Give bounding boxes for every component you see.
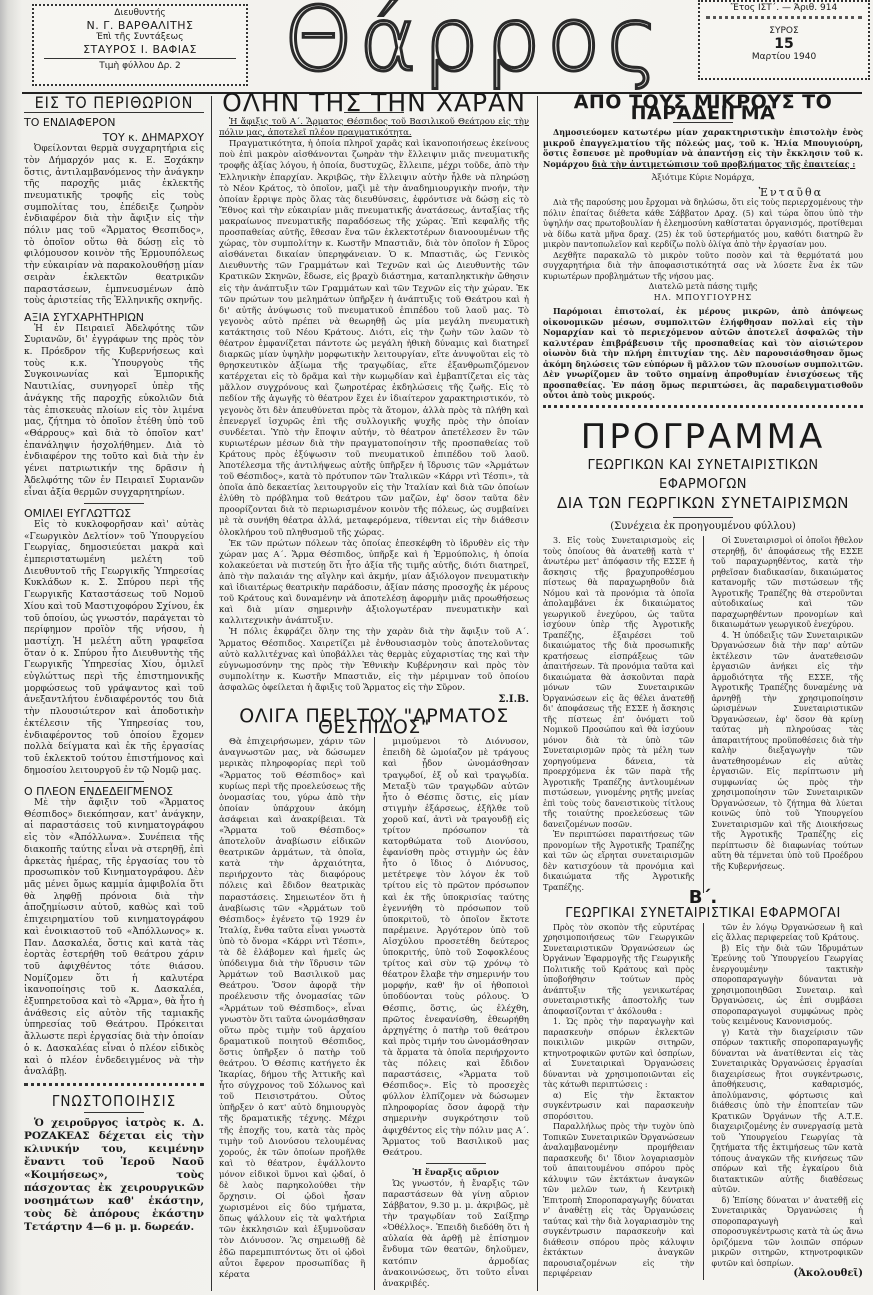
section-title: ΕΙΣ ΤΟ ΠΕΡΙΘΩΡΙΟΝ	[24, 97, 204, 113]
article-paragraph: Ἡ πόλις ἐκφράζει ὅλην της τὴν χαρὰν διὰ τὴν ἄφιξιν τοῦ Α΄. Ἅρματος Θέσπιδος. Χαιρετίζει μὲ ἐνθουσιασμὸν τοὺς ἀποτελοῦντας αὐτὸ καλλιτέχνας καὶ ὑποβάλλει τὰς θερμὰς εὐχαριστίας της καὶ τὴν εὐγνωμοσύνην της πρὸς τὴν Ἐθνικὴν Κυβέρνησιν καὶ πρὸς τὸν συμπολίτην κ. Κωστῆν Μπαστιᾶν, εἰς τὴν μέριμναν τοῦ ὁποίου ἀσφαλῶς ὀφείλεται ἡ ἄφιξις τοῦ Ἅρματος εἰς τὴν Σῦρον.	[219, 627, 529, 693]
column-main-article	[219, 88, 529, 1290]
program-paragraph: Ἐν περιπτώσει παραιτήσεως τῶν προνομίων τῆς Ἀγροτικῆς Τραπέζης καὶ τῶν ὡς εἴρηται συνεταιρισμῶν δὲν κατισχύουν τὰ προνόμια καὶ δικαιώματα τῆς Ἀγροτικῆς Τραπέζης.	[543, 830, 695, 892]
to-be-continued: (Ἀκολουθεῖ)	[793, 1268, 863, 1279]
column-divider	[703, 536, 704, 893]
subarticle-right: μιμούμενοι τὸ Διόνυσον, ἐπειδὴ δὲ ὡμοίαζον μὲ τράγους καὶ ᾖδον ὠνομάσθησαν τραγῳδοί, ἐξ οὗ καὶ τραγῳδία. Μεταξὺ τῶν τραγῳδῶν αὐτῶν ἦτο ὁ Θέσπις ὅστις, εἰς μίαν στιγμὴν ἐξάρσεως, ἐξῆλθε τοῦ χοροῦ καί, ἀντὶ νὰ τραγουδῇ εἰς τρίτον πρόσωπον τὰ κατορθώματα τοῦ Διονύσου, ἐφανίσθη πρὸς στιγμὴν ὡς ἐὰν ἦτο ὁ ἴδιος ὁ Διόνυσος, μετέτρεψε τὸν λόγον ἐκ τοῦ τρίτου εἰς τὸ πρῶτον πρόσωπον καὶ ἐκ τῆς ὑποκρισίας ταύτης ἐγεννήθη τὸ πρόσωπον τοῦ ὑποκριτοῦ, τὸ ὁποῖον ἔκτοτε παρέμεινε. Ἀργότερον ὑπὸ τοῦ Αἰσχύλου προσετέθη δεύτερος ὑποκριτής, ὑπὸ τοῦ Σοφοκλέους τρίτος καὶ σὺν τῷ χρόνῳ τὸ θέατρον ἔλαβε τὴν σημερινήν του μορφήν, καθ' ἣν οἱ ἠθοποιοὶ ὑποδύονται τοὺς ρόλους. Ὁ Θέσπις, ὅστις, ὡς ἐλέχθη, πρῶτος ἐνεφανίσθη, ἐθεωρήθη ἀρχηγέτης ὁ πατὴρ τοῦ θεάτρου καὶ πρὸς τιμήν του ὠνομάσθησαν τὰ ἅρματα τὰ ὁποῖα περιήρχοντο τὰς πόλεις καὶ ἔδιδον παραστάσεις, «Ἅρματα τοῦ Θέσπιδος». Εἰς τὸ προσεχὲς φύλλον ἐλπίζομεν νὰ δώσωμεν πληροφορίας ὅσον ἀφορᾷ τὴν σημερινὴν συγκρότησιν τοῦ ἀφιχθέντος εἰς τὴν πόλιν μας Α΄. Ἅρματος τοῦ Βασιλικοῦ μας Θεάτρου.	[382, 737, 529, 1158]
article-body: Εἰς τὸ κυκλοφορῆσαν καὶ' αὐτὰς «Γεωργικὸν Δελτίον» τοῦ Ὑπουργείου Γεωργίας, δημοσιεύεται μακρὰ καὶ ἐμπεριστατωμένη μελέτη τοῦ Διευθυντοῦ τῆς Γεωργικῆς Ὑπηρεσίας Κυκλάδων κ. Σ. Σπύρου περὶ τῆς Γεωργικῆς Καταστάσεως τοῦ Νομοῦ Χίου καὶ τοῦ Μαστιχοφόρου Σχίνου, ἐκ τοῦ ὁποίου, ὡς γνωστόν, παράγεται τὸ περίφημον προϊὸν τῆς νήσου, ἡ μαστίχη. Ἡ μελέτη αὕτη γραφεῖσα ὅταν ὁ κ. Σπύρου ἦτο Διευθυντὴς τῆς Γεωργικῆς Ὑπηρεσίας Χίου, ὁμιλεῖ εὐγλώττως περὶ τῆς ἐπιστημονικῆς μορφώσεως τοῦ γράψαντος καὶ τοῦ ἀνεξαντλήτου ἐνδιαφέροντός του διὰ τὴν πλουσιώτερον καὶ ἀποδοτικὴν ἐκτέλεσιν τῆς Ὑπηρεσίας του, ἐνδιαφέροντος τοῦ ὁποίου ἔχομεν πολλὰ δείγματα καὶ ἐκ τῆς ἐργασίας τοῦ ἐκλεκτοῦ τούτου ἐπιστήμονος καὶ δημοσίου λειτουργοῦ ἐν τῷ Νομῷ μας.	[24, 519, 204, 776]
section-letter: Β΄.	[688, 887, 718, 908]
place: ΣΥΡΟΣ	[769, 26, 799, 36]
section-b-title: ΓΕΩΡΓΙΚΑΙ ΣΥΝΕΤΑΙΡΙΣΤΙΚΑΙ ΕΦΑΡΜΟΓΑΙ	[565, 905, 841, 921]
article-title: ΤΟ ΕΝΔΙΑΦΕΡΟΝ	[24, 115, 116, 129]
author-signature: Σ.Ι.Β.	[498, 693, 529, 705]
column-margin-notes	[24, 93, 204, 1234]
article-paragraph: Πραγματικότητα, ἡ ὁποία πληροῖ χαρᾶς καὶ ἱκανοποιήσεως ἐκείνους ποὺ ἐπὶ μακρὸν αἰσθάνονται ζωηρὰν τὴν ἔλλειψιν μιᾶς πνευματικῆς τροφῆς ἀξίας λόγου, ἡ ὁποία, δυστυχῶς, ἔλλειπε, μέχρι τοῦδε, ἀπὸ τὴν Ἑλληνικὴν ἐπαρχίαν. Ἀκριβῶς, τὴν ἔλλειψιν αὐτὴν ἦλθε νὰ πληρώσῃ τὸ Νέον Κράτος, τὸ ὁποῖον, μαζὶ μὲ τὴν ἀναδημιουργικὴν πνοήν, τὴν ὁποίαν ἔρριψε πρὸς ὅλας τὰς διευθύνσεις, ἐφρόντισε νὰ δώσῃ εἰς τὸ Ἔθνος καὶ τὴν εὐκαιρίαν μιᾶς πνευματικῆς ἀνατάσεως, ἀνταξίας τῆς μακραίωνος πνευματικῆς παραδόσεως τῆς χώρας. Ἐπὶ κεφαλῆς τῆς προσπαθείας αὐτῆς, ἔθεσαν ἕνα τῶν ἐκλεκτοτέρων διανοουμένων τῆς χώρας, τὸν συμπολίτην κ. Κωστῆν Μπαστιᾶν, διὰ τὸν ὁποῖον ἡ Σῦρος αἰσθάνεται δικαίαν ὑπερηφάνειαν. Ὁ κ. Μπαστιᾶς, ὡς Γενικὸς Διευθυντὴς τῶν Γραμμάτων καὶ Τεχνῶν καὶ ὡς Διευθυντὴς τῶν Κρατικῶν Σκηνῶν, ἔδωσε, εἰς βραχὺ διάστημα, καταπληκτικὴν ὤθησιν εἰς τὴν ἀνάπτυξιν τῶν Γραμμάτων καὶ τῶν Τεχνῶν εἰς τὴν χώραν. Ἐκ τῶν πρώτων του μελημάτων ὑπῆρξεν ἡ ἀνάπτυξις τοῦ Θεάτρου καὶ ἡ δι' αὐτῆς ἀνύψωσις τοῦ πνευματικοῦ ἐπιπέδου τοῦ λαοῦ μας. Τὸ γεγονὸς αὐτὸ πρέπει νὰ θεωρηθῇ ὡς μία μεγάλη πνευματικὴ κατάκτησις τοῦ Νέου Κράτους. Διότι, εἰς τὴν ζωὴν τῶν λαῶν τὸ θέατρον ἐμφανίζεται πάντοτε ὡς μεγάλη ἠθικὴ δύναμις καὶ διατηρεῖ διαρκῶς μίαν ὑψηλὴν μορφωτικὴν λειτουργίαν, εἴτε ἀνυψοῦται εἰς τὸ θρησκευτικὸν ἀξίωμα τῆς τραγῳδίας, εἴτε ἐξανθρωπιζόμενον κατέρχεται εἰς τὸ δρᾶμα καὶ τὴν κωμῳδίαν καὶ ἐμβαπτίζεται εἰς τὰς μᾶλλον συγχρόνους καὶ ζωηροτέρας ἐκδηλώσεις τῆς ζωῆς. Εἰς τὸ πεδίον τῆς ἀγωγῆς τὸ θέατρον ἔχει ἐν ἰδιαίτερον χαρακτηριστικόν, τὸ γεγονὸς ὅτι δὲν ἀπευθύνεται πρὸς τὰ ἄτομον, ἀλλὰ πρὸς τὰ πλήθη καὶ ἐπενεργεῖ ἰσχυρῶς ἐπὶ τῆς συλλογικῆς ψυχῆς πρὸς τὴν ὁποίαν συνδέεται. Ὑπὸ τὴν ἔποψιν αὐτήν, τὸ θέατρον ἀπετέλεσεν ἓν τῶν κυριωτέρων μέσων διὰ τὴν πραγματοποίησιν τῆς προσπαθείας τοῦ Κράτους πρὸς ἐξύψωσιν τοῦ πνευματικοῦ ἐπιπέδου τοῦ λαοῦ. Ἀποτέλεσμα τῆς ἀντιλήψεως αὐτῆς ὑπῆρξεν ἡ ἵδρυσις τῶν «Ἁρμάτων τοῦ Θέσπιδος», κατὰ τὸ πρότυπον τῶν Ἰταλικῶν «Κάρρι ντὶ Τέσπι», τὰ ὁποῖα ἀπὸ δεκαετίας λειτουργοῦν εἰς τὴν Ἰταλίαν καὶ διὰ τῶν ὁποίων ἐλύθη τὸ πρόβλημα τοῦ θεάτρου τῶν μαζῶν, ἐφ' ὅσον ταῦτα δὲν προορίζονται διὰ τὸ περιωρισμένον κοινὸν τῆς πόλεως, ὡς συμβαίνει μὲ τὰ συνήθη θέατρα ἀλλά, μεταφερόμενα, τίθενται εἰς τὴν διάθεσιν ὁλοκλήρου τοῦ πληθυσμοῦ τῆς χώρας.	[219, 139, 529, 538]
program-paragraph: Οἱ Συνεταιρισμοὶ οἱ ὁποῖοι ἤθελον στερηθῇ, δι' ἀποφάσεως τῆς ΕΣΣΕ τοῦ παραχωρηθέντος, κατὰ τὴν ρηθεῖσαν διαδικασίαν, δικαιώματος κατανομῆς τῶν πιστώσεων τῆς Ἀγροτικῆς Τραπέζης θὰ στεροῦνται αὐτοδικαίως καὶ τῶν παραχωρηθέντων προνομίων καὶ δικαιωμάτων γεωργικοῦ ἐνεχύρου.	[711, 536, 863, 629]
subarticle-headline: ΟΛΙΓΑ ΠΕΡΙ ΤΟΥ "ΑΡΜΑΤΟΣ ΘΕΣΠΙΔΟΣ"	[239, 705, 509, 739]
letter-signer: ΗΛ. ΜΠΟΥΓΙΟΥΡΗΣ	[653, 292, 753, 302]
director-label: Διευθυντής	[114, 8, 166, 18]
issue-month-year: Μαρτίου 1940	[751, 52, 817, 62]
column-divider	[537, 96, 538, 1291]
article-title: ΤΟΥ κ. ΔΗΜΑΡΧΟΥ	[102, 131, 204, 145]
program-paragraph: β) Εἰς τὴν διὰ τῶν Ἱδρυμάτων Ἐρεύνης τοῦ Ὑπουργείου Γεωργίας ἐνεργουμένην τακτικὴν σποροπαραγωγὴν δύνανται νὰ χρησιμοποιηθῶσι Συνεταιρ. καὶ Ὀργανώσεις, ὡς ἐπὶ συμβάσει σποροπαραγωγοὶ συμφώνως πρὸς τοὺς κειμένους Κανονισμούς.	[711, 943, 863, 1026]
article-lead: Ἡ ἄφιξις τοῦ Α΄. Ἅρματος Θέσπιδος τοῦ Βασιλικοῦ Θεάτρου εἰς τὴν πόλιν μας, ἀποτελεῖ πλέον πραγματικότητα.	[219, 117, 529, 139]
column-right	[543, 91, 863, 1280]
program-paragraph: 4. Ἡ ὑπόδειξις τῶν Συνεταιρικῶν Ὀργανώσεων διὰ τὴν παρ' αὐτῶν ἐκτέλεσιν τῶν ἀνατεθεισῶν ἐργασιῶν ἀνήκει εἰς τὴν ἁρμοδιότητα τῆς ΕΣΣΕ, τῆς Ἀγροτικῆς Τραπέζης δυναμένης νὰ ἀρνηθῇ τὴν χρησιμοποίησιν ὡρισμένων Συνεταιριστικῶν Ὀργανώσεων, ἐφ' ὅσον θὰ κρίνῃ ταύτας μὴ πληρούσας τὰς ἀπαραιτήτους προϋποθέσεις διὰ τὴν καλὴν διεξαγωγὴν τῶν ἀνατεθησομένων εἰς αὐτὰς ἐργασιῶν. Εἰς περίπτωσιν μὴ συμφωνίας ὡς πρὸς τὴν χρησιμοποίησιν τῶν Συνεταιρικῶν Ὀργανώσεων, τὸ ζήτημα θὰ λύεται κοινῶς ὑπὸ τοῦ Ὑπουργείου Συνεταιρισμῶν καὶ τῆς Διοικήσεως τῆς Ἀγροτικῆς Τραπέζης εἰς περίπτωσιν δὲ διαφωνίας τούτων αὕτη θὰ τέμνεται ὑπὸ τοῦ Προέδρου τῆς Κυβερνήσεως.	[711, 630, 863, 871]
editorial-box	[32, 4, 248, 86]
program-paragraph: δ) Ἐπίσης δύναται ν' ἀνατεθῇ εἰς Συνεταιρικὰς Ὀργανώσεις ἡ σποροπαραγωγὴ καὶ σποροσυγκέντρωσις κατὰ τὰ ὡς ἄνω ὁριζόμενα τῶν λοιπῶν σπόρων μικρῶν σιτηρῶν, κτηνοτροφικῶν φυτῶν καὶ ὀσπρίων.	[711, 1195, 863, 1268]
program-paragraph: Παραλλήλως πρὸς τὴν τυχὸν ὑπὸ Τοπικῶν Συνεταιρικῶν Ὀργανώσεων ἀναλαμβανομένην προμήθειαν παρασκευῆς δι' ἴδιον λογαριασμὸν τοῦ ἀπαιτουμένου σπόρου πρὸς κάλυψιν τῶν ἐκτάκτων ἀναγκῶν τῶν μελῶν των, ἡ Κεντρικὴ Ἐπιτροπὴ Σποροπαραγωγῆς δύναται ν' ἀναθέτῃ εἰς τὰς Ὀργανώσεις ταύτας καὶ τὴν διὰ λογαριασμὸν της συγκέντρωσιν παρασκευὴν καὶ διάθεσιν σπόρου πρὸς κάλυψιν ἐκτάκτων ἀναγκῶν παρουσιαζομένων εἰς τὴν περιφέρειαν	[543, 1122, 695, 1278]
column-divider	[374, 737, 375, 1290]
headline: ΑΠΟ ΤΟΥΣ ΜΙΚΡΟΥΣ ΤΟ ΠΑΡΑΔΕΙΓΜΑ	[573, 91, 833, 124]
letter-closing: Διατελῶ μετὰ πάσης τιμῆς	[648, 282, 758, 291]
divider	[84, 1112, 144, 1113]
issue-box	[698, 0, 870, 80]
newspaper-title: Θάρρος	[283, 0, 665, 91]
program-subtitle: ΓΕΩΡΓΙΚΩΝ ΚΑΙ ΣΥΝΕΤΑΙΡΙΣΤΙΚΩΝ ΕΦΑΡΜΟΓΩΝ	[587, 457, 819, 492]
subarticle-subtitle: Ἡ ἔναρξις αὔριον	[412, 1167, 500, 1178]
issue-number: Ἔτος ΙΣΤ΄. — Ἀριθ. 914	[730, 3, 838, 13]
salutation: Ἀξιότιμε Κύριε Νομάρχα,	[651, 173, 755, 182]
divider	[426, 1163, 486, 1164]
column-divider	[703, 923, 704, 1280]
headline: ΟΛΗΝ ΤΗΣ ΤΗΝ ΧΑΡΑΝ	[222, 88, 526, 117]
notice-body: Ὁ χειροῦργος ἰατρὸς κ. Δ. ΡΟΖΑΚΕΑΣ δέχεται εἰς τὴν κλινικήν του, κειμένην ἔναντι τοῦ Ἱεροῦ Ναοῦ «Κοιμήσεως», τοὺς πάσχοντας ἐκ χειρουργικῶν νοσημάτων καθ' ἑκάστην, τοὺς δὲ ἀπόρους ἑκάστην Τετάρτην 4—6 μ. μ. δωρεάν.	[24, 1116, 204, 1233]
ornament-divider	[24, 1083, 204, 1092]
program-paragraph: τῶν ἐν λόγῳ Ὀργανώσεων ἢ καὶ εἰς ἄλλας περιφερείας τοῦ Κράτους.	[711, 922, 863, 942]
notice-title: ΓΝΩΣΤΟΠΟΙΗΣΙΣ	[51, 1091, 177, 1110]
column-divider	[211, 96, 212, 1291]
divider	[673, 517, 733, 518]
program-columns	[543, 536, 863, 893]
editor-label: Ἐπὶ τῆς Συντάξεως	[96, 32, 184, 42]
letter-place: Ἐνταῦθα	[758, 185, 823, 199]
subarticle-left: Θὰ ἐπιχειρήσωμεν, χάριν τῶν ἀναγνωστῶν μας, νὰ δώσωμεν μερικὰς πληροφορίας περὶ τοῦ «Ἅρματος τοῦ Θέσπιδος» καὶ κυρίως περὶ τῆς προελεύσεως τῆς ὀνομασίας του, γύρω ἀπὸ τὴν ὁποίαν ὑπάρχουν ἀκόμη ἀσάφειαι καὶ ἀνακρίβειαι. Τὰ «Ἅρματα τοῦ Θέσπιδος» ἀποτελοῦν ἀναβίωσιν εἰδικῶν θεατρικῶν ἁρμάτων, τὰ ὁποῖα, κατὰ τὴν ἀρχαιότητα, περιήρχοντο τὰς διαφόρους πόλεις καὶ ἔδιδον θεατρικὰς παραστάσεις. Σημειωτέον ὅτι ἡ ἀναβίωσις τῶν «Ἁρμάτων τοῦ Θέσπιδος» ἐγένετο τῷ 1929 ἐν Ἰταλίᾳ, ἔνθα ταῦτα εἶναι γνωστὰ ὑπὸ τὸ ὄνομα «Κάρρι ντὶ Τέσπι», τὰ δὲ ἐλάβομεν καὶ ἡμεῖς ὡς ὑπόδειγμα διὰ τὴν ἵδρυσιν τῶν Ἁρμάτων τοῦ Βασιλικοῦ μας Θεάτρου. Ὅσον ἀφορᾷ τὴν προέλευσιν τῆς ὀνομασίας τῶν «Ἁρμάτων τοῦ Θέσπιδος», εἶναι γνωστὸν ὅτι ταῦτα ὠνομάσθησαν οὕτω πρὸς τιμὴν τοῦ ἀρχαίου δραματικοῦ ποιητοῦ Θέσπιδος, ὅστις ὑπῆρξεν ὁ πατὴρ τοῦ θεάτρου. Ὁ Θέσπις κατήγετο ἐκ Ἰκαρίας, δήμου τῆς Ἀττικῆς καὶ ἦτο σύγχρονος τοῦ Σόλωνος καὶ τοῦ Πεισιστράτου. Οὗτος ὑπῆρξεν ὁ κατ' αὐτὸ δημιουργὸς τῆς δραματικῆς τέχνης. Μέχρι τῆς ἐποχῆς του, κατὰ τὰς πρὸς τιμὴν τοῦ Διονύσου τελουμένας χορούς, ἐκ τῶν ὁποίων προῆλθε καὶ τὸ θέατρον, ἐψάλλοντο μόνον εἰδικοὶ ὕμνοι καὶ ᾠδαί, ὁ δὲ λαὸς παρηκολούθει τὴν ὄρχησιν. Οἱ ᾠδοὶ ἦσαν χωρισμένοι εἰς δύο τμήματα, ὅπως ψάλλουν εἰς τὰ ψαλτήρια τῶν ἐκκλησιῶν καὶ ἐξυμνοῦσαν τὸν Διόνυσον. Ἂς σημειωθῇ δὲ ἐδῶ παρεμπιπτόντως ὅτι οἱ ᾠδοὶ αὗτοι ἔφερον προσωπίδας ἢ κέρατα	[219, 737, 366, 1280]
article-body: Μὲ τὴν ἄφιξιν τοῦ «Ἅρματος Θέσπιδος» διεκόπησαν, κατ' ἀνάγκην, αἱ παραστάσεις τοῦ κινηματογράφου εἰς τὸν «Ἀπόλλωνα». Συνέπεια τῆς διακοπῆς ταύτης εἶναι νὰ στερηθῇ, ἐπὶ ἀρκετὰς ἡμέρας, τῆς ἐργασίας του τὸ προσωπικὸν τοῦ Κινηματογράφου. Δὲν μᾶς μένει ὅμως καμμία ἀμφιβολία ὅτι θὰ ληφθῇ πρόνοια διὰ τὴν ἀποζημίωσιν αὐτοῦ, καθὼς καὶ τοῦ ἐπιχειρηματίου τοῦ κινηματογράφου καὶ ἐνοικιαστοῦ τοῦ «Ἀπόλλωνος» κ. Παν. Δασκαλέα, ὅστις καὶ κατὰ τὰς ἑορτὰς ἐστερήθη τοῦ θεάτρου χάριν τοῦ ἀφιχθέντος τότε θιάσου. Νομίζομεν ὅτι ἡ καλυτέρα ἱκανοποίησις τοῦ κ. Δασκαλέα, ἐξυπηρετοῦσα καὶ τὸ «Ἅρμα», θὰ ἦτο ἡ ἀνάθεσις εἰς αὐτὸν τῆς ταμιακῆς ὑπηρεσίας τοῦ Θεάτρου. Πρόκειται ἄλλωστε περὶ ἐργασίας διὰ τὴν ὁποίαν ὁ κ. Δασκαλέας εἶναι ὁ πλέον εἰδικὸς καὶ ὁ πλέον ἐνδεδειγμένος νὰ τὴν ἀναλάβῃ.	[24, 798, 204, 1078]
ornament-divider	[706, 16, 862, 23]
issue-day: 15	[774, 36, 794, 52]
subarticle-columns	[219, 737, 529, 1290]
letter-paragraph: Δεχθῆτε παρακαλῶ τὸ μικρὸν τοῦτο ποσὸν καὶ τὰ θερμότατά μου συγχαρητήρια διὰ τὴν ἀποφασιστικότητά σας νὰ λύσετε ἕνα ἐκ τῶν κυριωτέρων προβλημάτων τῆς νήσου μας.	[543, 250, 863, 281]
article-title: Ο ΠΛΕΟΝ ΕΝΔΕΔΕΙΓΜΕΝΟΣ	[24, 785, 174, 799]
divider	[84, 503, 144, 504]
program-title: ΠΡΟΓΡΑΜΜΑ	[580, 416, 826, 457]
continued-note: (Συνέχεια ἐκ προηγουμένου φύλλου)	[610, 520, 796, 532]
article-outro: Παρόμοιαι ἐπιστολαί, ἐκ μέρους μικρῶν, ἀπὸ ἀπόψεως οἰκονομικῶν μέσων, συμπολιτῶν ἐλήφθησαν πολλαὶ εἰς τὴν Νομαρχίαν καὶ τὸ περιεχόμενον αὐτῶν ἀποτελεῖ ἀσφαλῶς τὴν καλυτέραν ἐπιβράβευσιν τῆς προσπαθείας καὶ τὸν αἰσιώτερον οἰωνὸν διὰ τὴν πλήρη ἐπιτυχίαν της. Δὲν παρουσιάσθησαν ὅμως ἀκόμη δηλώσεις τῶν εὐπόρων ἢ μᾶλλον τῶν πλουσίων συμπολιτῶν. Δὲν γνωρίζομεν ἂν τοῦτο σημαίνῃ ἀπροθυμίαν ἐνισχύσεως τῆς προσπαθείας. Ἐν πάσῃ ὅμως περιπτώσει, ἂς παραδειγματισθοῦν οὗτοι ἀπὸ τοὺς μικρούς.	[543, 306, 863, 400]
subarticle-tail: Ὡς γνωστόν, ἡ ἔναρξις τῶν παραστάσεων θὰ γίνῃ αὔριον Σάββατον, 9.30 μ. μ. ἀκριβῶς, μὲ τὴν τραγῳδίαν τοῦ Σαίξπηρ «Ὀθέλλος». Ἐπειδὴ διεδόθη ὅτι ἡ αὐλαία θὰ ἀρθῇ μὲ ἐπίσημον ἔνδυμα τῶν θεατῶν, δηλοῦμεν, κατόπιν ἁρμοδίας ἀνακοινώσεως, ὅτι τοῦτο εἶναι ἀνακριβές.	[382, 1178, 529, 1289]
intro-underlined: διὰ τὴν ἀντιμετώπισιν τοῦ προβλήματος τῆς ἐπαιτείας :	[591, 158, 856, 169]
article-intro	[543, 127, 863, 169]
program-paragraph: γ) Κατὰ τὴν διαχείρισιν τῶν σπόρων τακτικῆς σποροπαραγωγῆς δύνανται νὰ ἀνατίθενται εἰς τὰς Συνεταιρικὰς Ὀργανώσεις ἐργασίαι διαχειρίσεως ἤτοι συγκέντρωσις, ἀποθήκευσις, καθαρισμός, ἀπολύμανσις, φόρτωσις καὶ διάθεσις ὑπὸ τὴν ἐποπτείαν τῶν Κρατικῶν Ὀργάνων τῆς Α.Τ.Ε. διαχειριζομένης ἐν συνεργασίᾳ μετὰ τοῦ Ὑπουργείου Γεωργίας τὰ ζητήματα τῆς ἐκτιμήσεως τῶν κατὰ τόπους ἀναγκῶν τῆς κινήσεως τῶν σπόρων καὶ τῆς ἐγκαίρου διὰ διατακτικῶν αὐτῆς διαθέσεως αὐτῶν.	[711, 1027, 863, 1194]
section-b-columns	[543, 923, 863, 1280]
box-divider	[44, 58, 236, 59]
program-paragraph: α) Εἰς τὴν ἔκτακτον συγκέντρωσιν καὶ παρασκευὴν σπορόσιτου.	[543, 1090, 695, 1121]
program-paragraph: 1. Ὡς πρὸς τὴν παραγωγὴν καὶ παρασκευὴν σπόρων ἐκλεκτῶν ποικιλιῶν μικρῶν σιτηρῶν, κτηνοτροφικῶν φυτῶν καὶ ὀσπρίων, αἱ Συνεταιρικαὶ Ὀργανώσεις δύνανται νὰ χρησιμοποιῶνται εἰς τὰς κάτωθι περιπτώσεις :	[543, 1017, 695, 1089]
divider	[84, 781, 144, 782]
article-title: ΟΜΙΛΕΙ ΕΥΓΛΩΤΤΩΣ	[24, 507, 132, 521]
intro-text: Δημοσιεύομεν κατωτέρω μίαν χαρακτηριστικὴν ἐπιστολὴν ἑνὸς μικροῦ ἐπαγγελματίου τῆς πόλεώς μας, τοῦ κ. Ἠλία Μπουγιούρη, ὅστις ἔσπευσε μὲ προθυμίαν νὰ ἀπαντήσῃ εἰς τὴν ἔκκλησιν τοῦ κ. Νομάρχου	[543, 127, 863, 169]
article-paragraph: Ἐκ τῶν πρώτων πόλεων τὰς ὁποίας ἐπεσκέφθη τὸ ἱδρυθὲν εἰς τὴν χώραν μας Α΄. Ἅρμα Θέσπιδος, ὑπῆρξε καὶ ἡ Ἑρμούπολις, ἡ ὁποία κολακεύεται νὰ πιστεύῃ ὅτι ἦτο ἀξία τῆς τιμῆς αὐτῆς, διότι διατηρεῖ, ἀπὸ τὴν παλαιάν της αἴγλην καὶ ἀκμήν, μίαν ἀξιόλογον πνευματικὴν καὶ ἰδιαιτέρως θεατρικὴν παράδοσιν, ἀξίαν πάσης προσοχῆς ἐκ μέρους τοῦ Κράτους καὶ δυναμένην νὰ ἀποτελέσῃ ἀφορμὴν μιᾶς προωθήσεως καὶ διὰ μίαν σημερινὴν ἀξιολογωτέραν πνευματικὴν καὶ καλλιτεχνικὴν ἀνάπτυξιν.	[219, 538, 529, 627]
price: Τιμὴ φύλλου Δρ. 2	[99, 61, 181, 71]
program-paragraph: Πρὸς τὸν σκοπὸν τῆς εὐρυτέρας χρησιμοποιήσεως τῶν Γεωργικῶν Συνεταιριστικῶν Ὀργανώσεων ὡς Ὀργάνων Ἐφαρμογῆς τῆς Γεωργικῆς Πολιτικῆς τοῦ Κράτους καὶ πρὸς ὑποβοήθησιν τούτων πρὸς ἀνάπτυξιν τῆς γενικωτέρας συνεταιριστικῆς ἀποστολῆς των ἀποφασίζονται τ' ἀκόλουθα :	[543, 922, 695, 1016]
editor-name: ΣΤΑΥΡΟΣ Ι. ΒΑΦΙΑΣ	[83, 43, 197, 56]
director-name: Ν. Γ. ΒΑΡΘΑΛΙΤΗΣ	[86, 19, 194, 32]
program-subtitle: ΔΙΑ ΤΩΝ ΓΕΩΡΓΙΚΩΝ ΣΥΝΕΤΑΙΡΙΣΜΩΝ	[557, 493, 849, 512]
masthead	[22, 0, 862, 92]
letter-paragraph: Διὰ τῆς παρούσης μου ἔρχομαι νὰ δηλώσω, ὅτι εἰς τοὺς περιερχομένους τὴν πόλιν ἐπαίτας διέθετα κάθε Σάββατον Δραχ. (5) καὶ τώρα ὅπου ὑπὸ τὴν ὑψηλήν σας πρωτοβουλίαν ἡ ἐλεημοσύνη καθίσταται ὀργανισμός, προτίθεμαι νὰ δίδω κατὰ μῆνα δραχ. (25) ἐκ τοῦ ὑστερήματός μου, καθότι διατηρῶ ἓν μικρὸν παντοπωλεῖον καὶ κερδίζω πολὺ ὀλίγα ἀπὸ τὴν ἐργασίαν μου.	[543, 198, 863, 249]
article-body: Ἡ ἐν Πειραιεῖ Ἀδελφότης τῶν Συριανῶν, δι' ἐγγράφων της πρὸς τὸν κ. Πρόεδρον τῆς Κυβερνήσεως καὶ τοὺς κ.κ. Ὑπουργοὺς τῆς Συγκοινωνίας καὶ Ἐμπορικῆς Ναυτιλίας, συνηγορεῖ ὑπὲρ τῆς ἀνάγκης τῆς παροχῆς εὐκολιῶν διὰ τὰς ἐπισκευὰς πλοίων εἰς τὸν λιμένα μας, ζήτημα τὸ ὁποῖον ἐτέθη ὑπὸ τοῦ «Θάρρους» καὶ διὰ τὸ ὁποῖον κατ' ἐπανάληψιν ἠσχολήθημεν. Διὰ τὸ ἐνδιαφέρον της τοῦτο καὶ διὰ τὴν ἐν γένει πατριωτικήν της δρᾶσιν ἡ Ἀδελφότης τῶν ἐν Πειραιεῖ Συριανῶν εἶναι ἀξία θερμῶν συγχαρητηρίων.	[24, 323, 204, 498]
article-title: ΑΞΙΑ ΣΥΓΧΑΡΗΤΗΡΙΩΝ	[24, 310, 145, 324]
article-body: Ὀφείλονται θερμὰ συγχαρητήρια εἰς τὸν Δήμαρχόν μας κ. Ε. Ξοχάκην ὅστις, ἀντιλαμβανόμενος τὴν ἀνάγκην τῆς παροχῆς μιᾶς ἐκλεκτῆς πνευματικῆς τροφῆς εἰς τοὺς συμπολίτας του, ἐπέδειξε ζωηρὸν ἐνδιαφέρον διὰ τὴν ἄφιξιν εἰς τὴν πόλιν μας τοῦ «Ἅρματος Θεσπιδος», τὸ ὁποῖον οὕτω θὰ δώσῃ εἰς τὸ φιλόμουσον κοινὸν τῆς Ἑρμουπόλεως τὴν εὐκαιρίαν νὰ παρακολουθήσῃ μίαν σειρὰν ἐκλεκτῶν θεατρικῶν παραστάσεων, ἐμπνευσμένων ἀπὸ τοὺς ἀριστείας τῆς Ἑλληνικῆς σκηνῆς.	[24, 144, 204, 307]
ornament-divider	[543, 405, 863, 414]
program-paragraph: 3. Εἰς τοὺς Συνεταιρισμοὺς εἰς τοὺς ὁποίους θὰ ἀνατεθῇ κατὰ τ' ἀνωτέρω μετ' ἀπόφασιν τῆς ΕΣΣΕ ἡ ἄσκησις τῆς βραχυπροθέσμου πίστεως θὰ παραχωρηθοῦν διὰ Νόμου καὶ τὰ προνόμια τὰ ὁποῖα ἀπολαμβάνει ἐκ δικαιώματος γεωργικοῦ ἐνεχύρου, ὡς ταῦτα ἰσχύουν ὑπὲρ τῆς Ἀγροτικῆς Τραπέζης, ἐξαιρέσει τοῦ δικαιώματος τῆς διὰ προσωπικῆς κρατήσεως εἰσπράξεως τῶν ἀπαιτήσεων. Τὰ προνόμια ταῦτα καὶ δικαιώματα θὰ ἀσκοῦνται παρὰ μόνων τῶν Συνεταιρικῶν Ὀργανώσεων εἰς ἃς θέλει ἀνατεθῇ δι' ἀποφάσεως τῆς ΕΣΣΕ ἡ ἄσκησις τῆς πίστεως ἐπ' ὀνόματι τοῦ Νομικοῦ Προσώπου καὶ θὰ ἰσχύουν μόνον διὰ τὰ ὑπὸ τῶν Συνεταιρισμῶν πρὸς τὰ μέλη των χορηγούμενα δάνεια, τὰ προερχόμενα ἐκ τῶν παρὰ τῆς Ἀγροτικῆς Τραπέζης ἀντλουμένων πιστώσεων, γινομένης ρητῆς μνείας ἐπὶ τοὺς τοὺς δανειστικοὺς τίτλους τῆς τοιαύτης προελεύσεως τῶν δανειζομένων ποσῶν.	[543, 536, 695, 829]
